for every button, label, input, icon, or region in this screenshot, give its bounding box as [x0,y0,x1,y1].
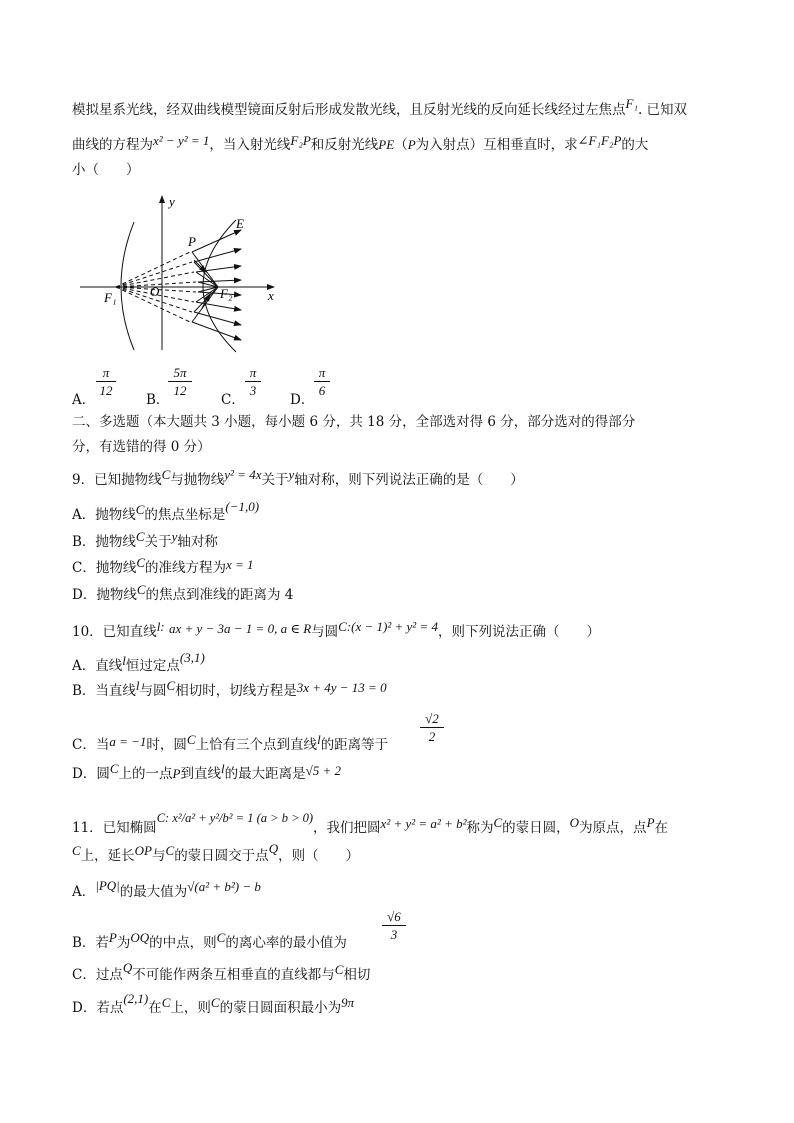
q10-option-d: D．圆C上的一点P到直线l的最大距离是√5 + 2 [72,761,341,782]
q8-text: 为入射点）互相垂直时，求 [415,137,578,153]
section-heading-line-2: 分，有选错的得 0 分） [72,439,211,455]
q9-option-c: C．抛物线C的准线方程为x = 1 [72,555,254,576]
q11-option-c: C．过点Q不可能作两条互相垂直的直线都与C相切 [72,960,371,983]
hyperbola-equation: x² − y² = 1 [153,133,210,148]
q10-option-a: A．直线l恒过定点(3,1) [72,650,205,674]
ray-f2p: F₂P [290,133,311,148]
label-p: P [188,234,196,249]
q11-stem-line-2: C上，延长OP与C的蒙日圆交于点Q，则（ ） [72,841,360,864]
option-c-label: C． [221,392,245,408]
q10-option-c: C．当a = −1时，圆C上恰有三个点到直线l的距离等于 [72,732,389,753]
option-a-label: A． [72,392,96,408]
option-c-value: $\frac{\pi}{3}$ [245,364,261,399]
q10-c-fraction: $\frac{√2}{2}$ [420,710,444,745]
q8-text: 模拟星系光线，经双曲线模型镜面反射后形成发散光线，且反射光线的反向延长线经过左焦点 [72,102,626,118]
q11-option-b: B．若P为OQ的中点，则C的离心率的最小值为 [72,930,347,951]
q8-line-2 [72,135,648,155]
q11-stem-line-1: 11．已知椭圆C: x²/a² + y²/b² = 1 (a > b > 0)，我们把圆x² + y² = a² + b²称为C的蒙日圆，O为原点，点P在 [72,811,669,836]
x-label: x [268,288,274,303]
label-e: E [236,216,244,231]
section-heading-line-1: 二、多选题（本大题共 3 小题，每小题 6 分，共 18 分，全部选对得 6 分，部分选对的得部分 [72,414,636,430]
ray-pe: PE [378,137,395,152]
q9-option-d: D．抛物线C的焦点到准线的距离为 4 [72,582,294,603]
point-p: P [407,137,416,152]
q8-text: . 已知双 [637,102,688,118]
q8-text: 和反射光线 [310,137,379,153]
hyperbola-figure [78,190,290,355]
ellipse-equation: C: x²/a² + y²/b² = 1 (a > b > 0) [156,811,314,825]
angle-f1f2p: ∠F₁F₂P [577,133,622,148]
option-b-label: B． [146,392,170,408]
q8-text: 曲线的方程为 [72,137,153,153]
q8-text: 的大 [621,137,649,153]
y-label: y [169,194,175,209]
q9-stem: 9．已知抛物线C与抛物线y² = 4x关于y轴对称，则下列说法正确的是（ ） [72,467,524,488]
label-f2: F₂ [220,286,233,301]
q8-text: ，当入射光线 [209,137,291,153]
q10-option-b: B．当直线l与圆C相切时，切线方程是3x + 4y − 13 = 0 [72,678,387,699]
label-f1: F₁ [104,290,117,305]
option-a-value: $\frac{\pi}{12}$ [96,364,116,399]
f1-symbol: F₁ [625,96,638,111]
label-o: O [150,284,160,299]
q9-option-a: A．抛物线C的焦点坐标是(−1,0) [72,499,260,523]
option-d-value: $\frac{\pi}{6}$ [314,364,330,399]
q8-line-3: 小（ ） [72,162,140,178]
q9-option-b: B．抛物线C关于y轴对称 [72,529,218,550]
q11-option-d: D．若点(2,1)在C上，则C的蒙日圆面积最小为9π [72,991,355,1016]
q11-option-a: A．|PQ|的最大值为√(a² + b²) − b [72,878,261,900]
option-d-label: D． [290,392,315,408]
option-b-value: $\frac{5\pi}{12}$ [168,364,192,399]
q10-stem: 10．已知直线l: ax + y − 3a − 1 = 0, a ∈ R与圆C:(x − 1)² + y² = 4，则下列说法正确（ ） [72,619,600,640]
q8-line-1 [72,96,688,120]
q11-b-fraction: $\frac{√6}{3}$ [382,908,406,943]
q8-text: （ [394,137,408,153]
